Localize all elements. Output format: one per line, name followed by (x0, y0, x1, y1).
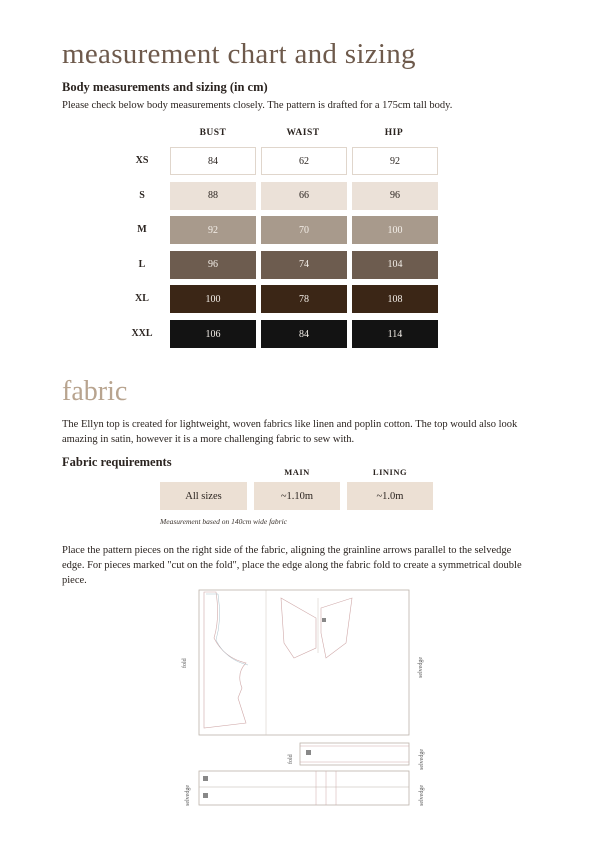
selvedge-label-strip-right: selvedge (419, 785, 425, 806)
fabric-title: fabric (62, 376, 128, 407)
size-cell-m-bust: 92 (170, 216, 256, 244)
fold-label-main: fold (182, 658, 188, 668)
size-cell-s-bust: 88 (170, 182, 256, 210)
col-head-waist: WAIST (286, 128, 320, 138)
size-label-xl: XL (135, 293, 149, 305)
size-cell-s-waist: 66 (261, 182, 347, 210)
fabric-requirements-heading: Fabric requirements (62, 455, 172, 469)
col-head-bust: BUST (199, 128, 227, 138)
req-col-main: MAIN (284, 467, 310, 477)
pattern-piece-front (204, 592, 246, 728)
cutting-layout-diagram (176, 588, 436, 808)
fabric-rect-strip-2 (199, 771, 409, 805)
size-cell-xxl-bust: 106 (170, 320, 256, 348)
req-col-lining: LINING (372, 467, 408, 477)
body-measurements-heading: Body measurements and sizing (in cm) (62, 80, 268, 94)
fabric-intro: The Ellyn top is created for lightweight, woven fabrics like linen and poplin cotton. The top would also look amazing in satin, however it is a more challenging fabric to sew with. (62, 419, 518, 445)
selvedge-label-strip-left: selvedge (185, 785, 191, 806)
size-cell-xs-bust: 84 (170, 147, 256, 175)
size-cell-xxl-waist: 84 (261, 320, 347, 348)
size-label-m: M (137, 224, 147, 236)
size-label-s: S (139, 189, 145, 201)
fabric-rect-strip-1 (300, 743, 409, 765)
size-cell-m-hip: 100 (352, 216, 438, 244)
pattern-piece-back-left (281, 598, 316, 658)
size-cell-xl-bust: 100 (170, 285, 256, 313)
size-cell-xl-hip: 108 (352, 285, 438, 313)
size-cell-xl-waist: 78 (261, 285, 347, 313)
size-label-xs: XS (135, 155, 149, 166)
size-label-xxl: XXL (131, 328, 153, 339)
size-cell-m-waist: 70 (261, 216, 347, 244)
body-measurements-intro: Please check below body measurements closely. The pattern is drafted for a 175cm tall body. (62, 100, 453, 111)
size-cell-l-bust: 96 (170, 251, 256, 279)
selvedge-label-strip: selvedge (419, 749, 425, 770)
req-main-value: ~1.10m (254, 482, 340, 510)
placement-instructions: Place the pattern pieces on the right side of the fabric, aligning the grainline arrows parallel to the selvedge edge. For pieces marked "cut on the fold", place the edge along the fabric fold to create a symmetrical double piece. (62, 545, 522, 586)
size-cell-l-waist: 74 (261, 251, 347, 279)
size-cell-xs-waist: 62 (261, 147, 347, 175)
fabric-rect-main (199, 590, 409, 735)
fold-label-strip: fold (288, 754, 294, 764)
size-cell-xxl-hip: 114 (352, 320, 438, 348)
fabric-note: Measurement based on 140cm wide fabric (160, 517, 287, 526)
req-row-label: All sizes (160, 482, 247, 510)
size-cell-l-hip: 104 (352, 251, 438, 279)
selvedge-label-main: selvedge (418, 657, 424, 678)
col-head-hip: HIP (384, 128, 404, 138)
size-cell-xs-hip: 92 (352, 147, 438, 175)
page-title: measurement chart and sizing (62, 38, 416, 70)
pattern-piece-back-right (321, 598, 352, 658)
req-lining-value: ~1.0m (347, 482, 433, 510)
size-cell-s-hip: 96 (352, 182, 438, 210)
size-label-l: L (138, 258, 146, 270)
